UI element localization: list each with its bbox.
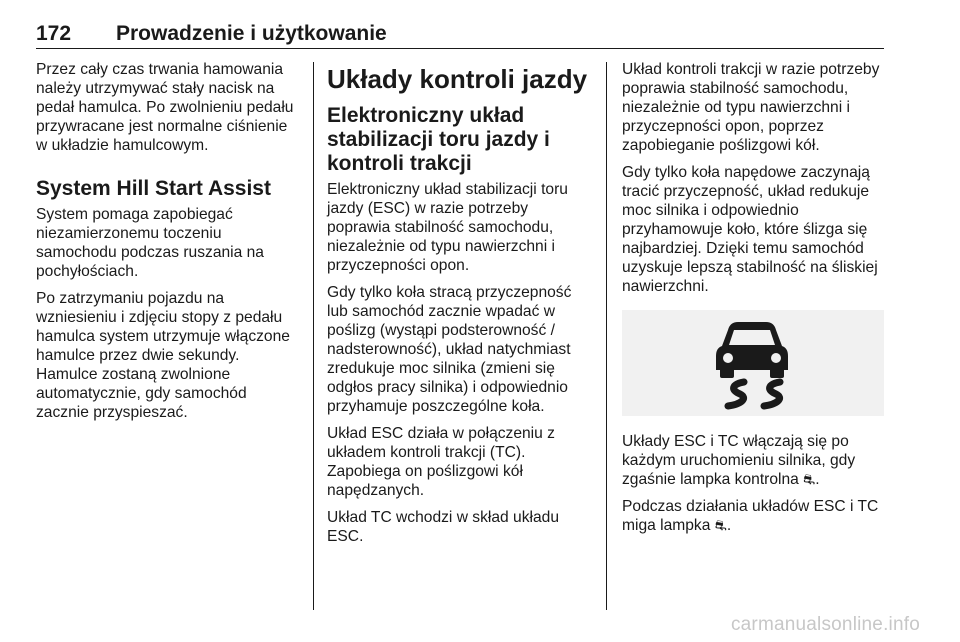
column-left — [36, 60, 300, 608]
esc-paragraph-3: Układ ESC działa w połączeniu z układem kontroli trakcji (TC). Zapobiega on poślizgowi kół napędzanych. — [327, 425, 555, 499]
watermark: carmanualsonline.info — [730, 614, 920, 635]
hill-start-assist-paragraph-1: System pomaga zapobiegać niezamierzonemu toczeniu samochodu podczas ruszania na pochyłościach. — [36, 206, 264, 280]
column-right — [622, 60, 886, 608]
esc-paragraph-1: Elektroniczny układ stabilizacji toru jazdy (ESC) w razie potrzeby poprawia stabilność samochodu, niezależnie od typu nawierzchni i przyczepności opon. — [327, 181, 568, 274]
esc-paragraph-4: Układ TC wchodzi w skład układu ESC. — [327, 509, 559, 545]
column-divider — [606, 62, 607, 610]
skidding-car-icon: ⛐ — [803, 471, 816, 487]
tc-paragraph-4 — [622, 497, 886, 535]
hill-start-assist-heading: System Hill Start Assist — [36, 177, 271, 200]
tc-paragraph-1: Układ kontroli trakcji w razie potrzeby poprawia stabilność samochodu, niezależnie od typu nawierzchni i przyczepności opon, poprzez zapobieganie poślizgowi kół. — [622, 61, 880, 154]
skidding-car-icon — [702, 316, 802, 410]
warning-lamp-figure — [622, 310, 884, 416]
hill-start-assist-paragraph-2: Po zatrzymaniu pojazdu na wzniesieniu i zdjęciu stopy z pedału hamulca system utrzymuje włączone hamulce przez dwie sekundy. Hamulce zostaną zwolnione automatycznie, gdy samochód zacznie przyspieszać. — [36, 290, 290, 421]
esc-paragraph-2: Gdy tylko koła stracą przyczepność lub samochód zacznie wpadać w poślizg (wystąpi podsterowność / nadsterowność), układ natychmiast zredukuje moc silnika (zmieni się odgłos pracy silnika) i odpowiednio przyhamuje poszczególne koła. — [327, 284, 572, 415]
skidding-car-icon: ⛐ — [714, 517, 727, 533]
page-number: 172 — [36, 22, 72, 45]
tc-paragraph-3 — [622, 432, 886, 489]
page-header-title: Prowadzenie i użytkowanie — [116, 22, 387, 45]
tc-paragraph-4-text: Podczas działania układów ESC i TC miga lampka — [622, 498, 879, 534]
column-middle — [327, 60, 592, 608]
tc-paragraph-3-text: Układy ESC i TC włączają się po każdym uruchomieniu silnika, gdy zgaśnie lampka kontrolna — [622, 433, 856, 488]
esc-heading: Elektroniczny układ stabilizacji toru jazdy i kontroli trakcji — [327, 104, 550, 175]
section-title: Układy kontroli jazdy — [327, 64, 588, 94]
tc-paragraph-2: Gdy tylko koła napędowe zaczynają tracić przyczepność, układ redukuje moc silnika i odpowiednio przyhamowuje koło, które ślizga się najbardziej. Dzięki temu samochód uzyskuje lepszą stabilność na śliskiej nawierzchni. — [622, 164, 878, 295]
page-header — [36, 16, 884, 49]
tc-paragraph-3-end: . — [815, 471, 820, 488]
braking-paragraph: Przez cały czas trwania hamowania należy utrzymywać stały nacisk na pedał hamulca. Po zwolnieniu pedału przywracane jest normalne ciśnienie w układzie hamulcowym. — [36, 61, 294, 154]
tc-paragraph-4-end: . — [726, 517, 732, 534]
column-divider — [313, 62, 314, 610]
